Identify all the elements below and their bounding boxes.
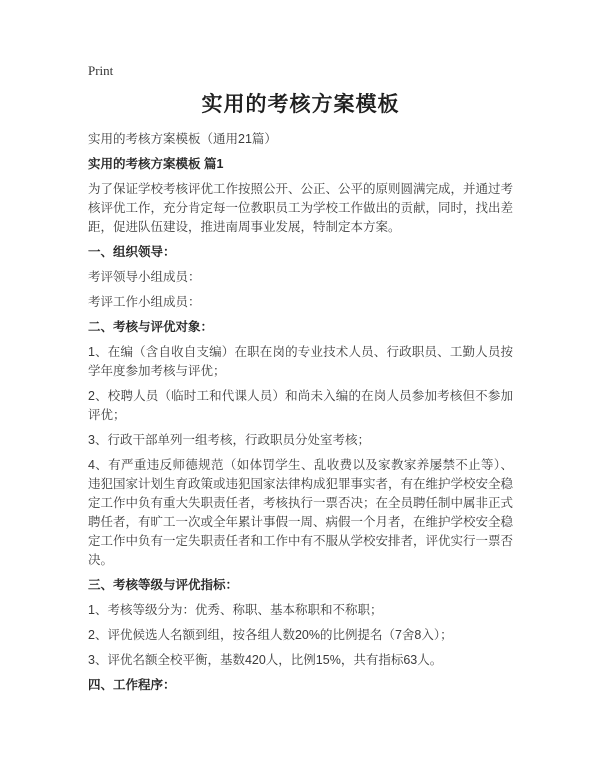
paragraph: 3、行政干部单列一组考核，行政职员分处室考核； xyxy=(88,433,370,447)
section-heading: 二、考核与评优对象： xyxy=(88,320,214,334)
paragraph: 2、校聘人员（临时工和代课人员）和尚未入编的在岗人员参加考核但不参加评优； xyxy=(88,389,513,422)
paragraph: 为了保证学校考核评优工作按照公开、公正、公平的原则圆满完成，并通过考核评优工作，充分肯定每一位教职员工为学校工作做出的贡献，同时，找出差距，促进队伍建设，推进南周事业发展，特制定本方案。 xyxy=(88,182,514,234)
section-heading: 一、组织领导： xyxy=(88,245,176,259)
paragraph: 1、考核等级分为：优秀、称职、基本称职和不称职； xyxy=(88,603,383,617)
paragraph: 4、有严重违反师德规范（如体罚学生、乱收费以及家教家养屡禁不止等）、违犯国家计划生育政策或违犯国家法律构成犯罪事实者，有在维护学校安全稳定工作中负有重大失职责任者，考核执行一票否决；在全员聘任制中属非正式聘任者，有旷工一次或全年累计事假一周、病假一个月者，在维护学校安全稳定工作中负有一定失职责任者和工作中有不服从学校安排者，评优实行一票否决。 xyxy=(88,458,514,567)
document-subtitle: 实用的考核方案模板（通用21篇） xyxy=(88,132,277,146)
paragraph: 1、在编（含自收自支编）在职在岗的专业技术人员、行政职员、工勤人员按学年度参加考核与评优； xyxy=(88,345,513,378)
page-title: 实用的考核方案模板 xyxy=(201,93,400,116)
paragraph: 考评领导小组成员： xyxy=(88,270,201,284)
section-heading: 四、工作程序： xyxy=(88,678,176,692)
paragraph: 2、评优候选人名额到组，按各组人数20%的比例提名（7舍8入）； xyxy=(88,628,453,642)
section-heading: 三、考核等级与评优指标： xyxy=(88,578,239,592)
print-link[interactable]: Print xyxy=(88,63,114,78)
paragraph: 3、评优名额全校平衡，基数420人，比例15%，共有指标63人。 xyxy=(88,653,443,667)
paragraph: 考评工作小组成员： xyxy=(88,295,201,309)
section-heading: 实用的考核方案模板 篇1 xyxy=(88,157,224,171)
document-body xyxy=(88,155,513,695)
